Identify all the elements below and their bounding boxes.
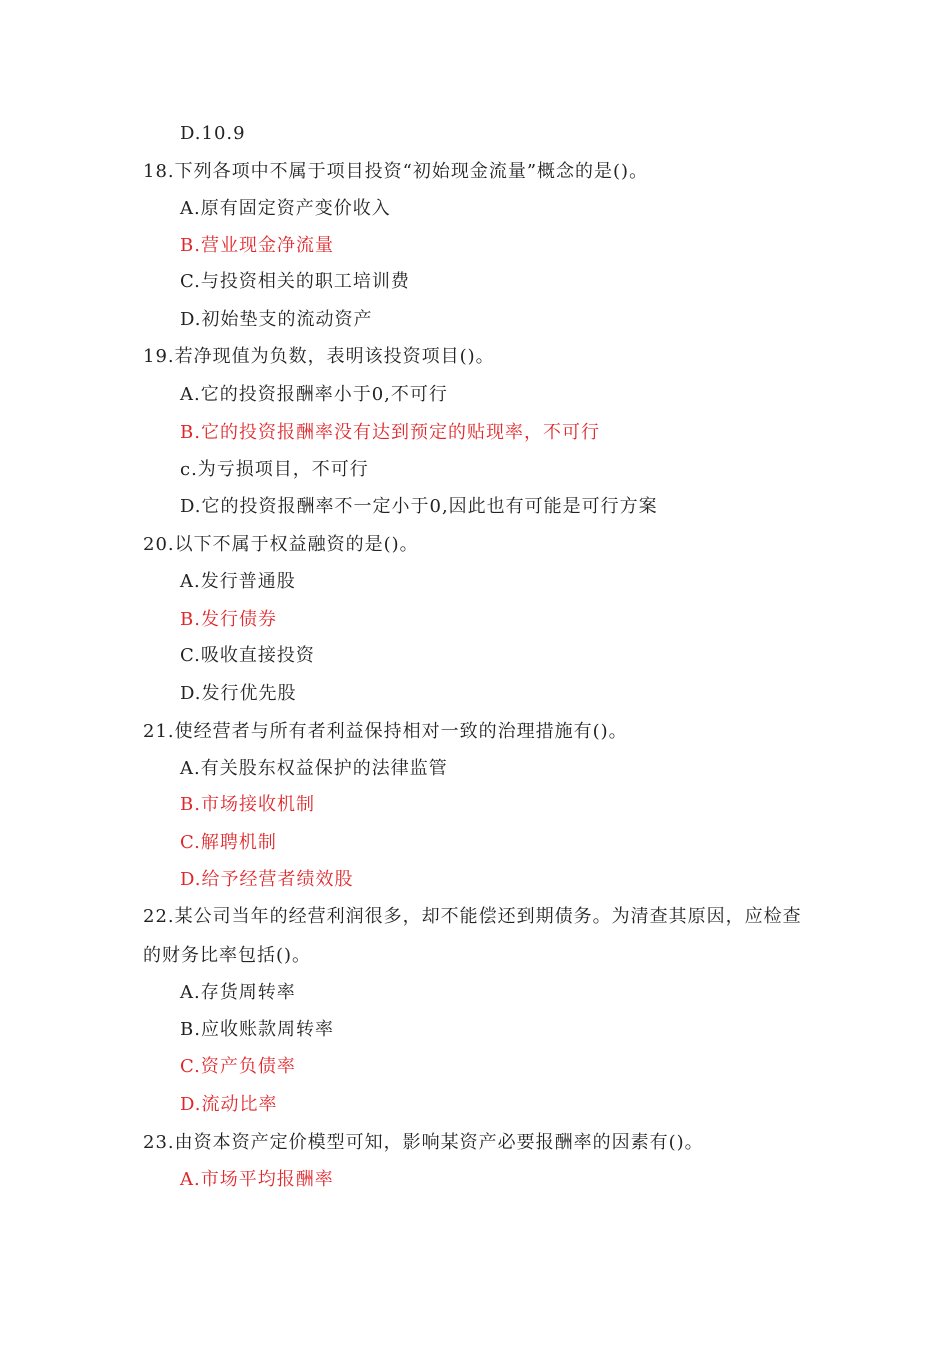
- question-22-continued: 的财务比率包括()。: [143, 945, 312, 966]
- question-20: 20.以下不属于权益融资的是()。: [143, 534, 419, 555]
- option-20-a: A.发行普通股: [180, 571, 296, 592]
- option-22-a: A.存货周转率: [180, 982, 296, 1003]
- option-21-c-answer: C.解聘机制: [180, 832, 277, 853]
- option-19-c: c.为亏损项目，不可行: [180, 459, 369, 480]
- option-19-d: D.它的投资报酬率不一定小于0,因此也有可能是可行方案: [180, 496, 658, 517]
- option-18-b-answer: B.营业现金净流量: [180, 235, 334, 256]
- question-19: 19.若净现值为负数，表明该投资项目()。: [143, 346, 495, 367]
- option-22-d-answer: D.流动比率: [180, 1094, 278, 1115]
- option-19-b-answer: B.它的投资报酬率没有达到预定的贴现率，不可行: [180, 422, 600, 443]
- option-22-b: B.应收账款周转率: [180, 1019, 334, 1040]
- option-20-c: C.吸收直接投资: [180, 645, 315, 666]
- option-20-d: D.发行优先股: [180, 683, 297, 704]
- option-23-a-answer: A.市场平均报酬率: [180, 1169, 334, 1190]
- option-21-a: A.有关股东权益保护的法律监管: [180, 758, 448, 779]
- option-21-b-answer: B.市场接收机制: [180, 794, 315, 815]
- option-22-c-answer: C.资产负债率: [180, 1056, 296, 1077]
- question-18: 18.下列各项中不属于项目投资“初始现金流量”概念的是()。: [143, 161, 649, 182]
- question-22: 22.某公司当年的经营利润很多，却不能偿还到期债务。为清查其原因，应检查: [143, 906, 802, 927]
- option-17-d: D.10.9: [180, 123, 246, 144]
- option-18-a: A.原有固定资产变价收入: [180, 198, 391, 219]
- option-18-d: D.初始垫支的流动资产: [180, 309, 373, 330]
- option-19-a: A.它的投资报酬率小于0,不可行: [180, 384, 448, 405]
- question-23: 23.由资本资产定价模型可知，影响某资产必要报酬率的因素有()。: [143, 1132, 704, 1153]
- question-21: 21.使经营者与所有者利益保持相对一致的治理措施有()。: [143, 721, 628, 742]
- option-18-c: C.与投资相关的职工培训费: [180, 271, 410, 292]
- option-20-b-answer: B.发行债券: [180, 609, 277, 630]
- option-21-d-answer: D.给予经营者绩效股: [180, 869, 354, 890]
